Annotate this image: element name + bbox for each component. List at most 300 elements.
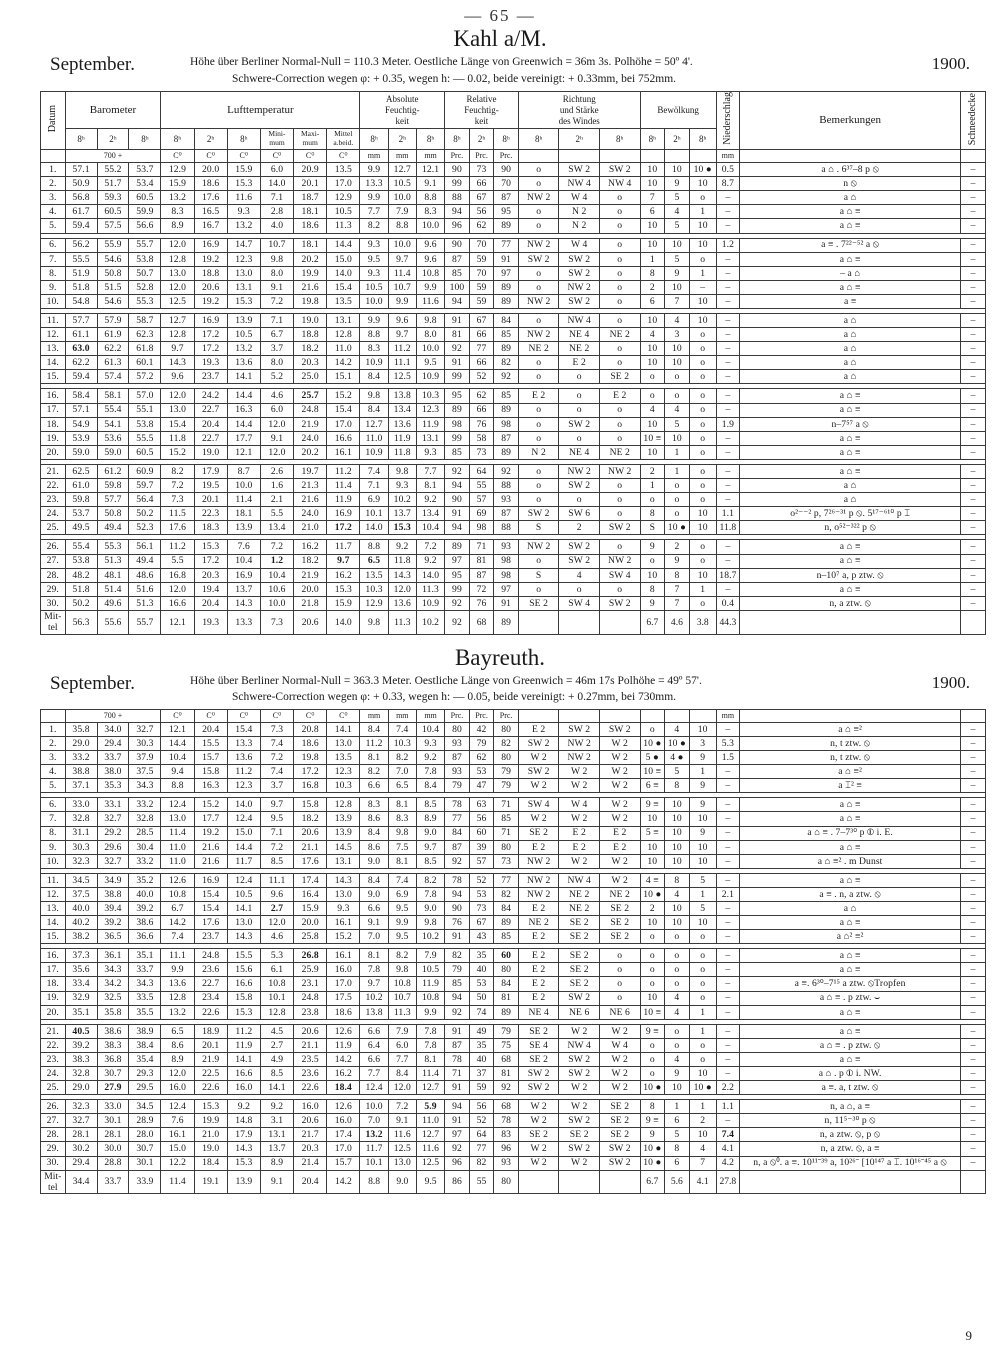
lufttemperatur-2: 13.2 bbox=[227, 342, 260, 356]
table-row bbox=[41, 1024, 986, 1038]
rel-feuchte-1: 77 bbox=[469, 1142, 494, 1156]
rel-feuchte-2: 83 bbox=[494, 1128, 519, 1142]
lufttemperatur-1: 15.2 bbox=[194, 798, 227, 812]
bewoelkung-2: 1 bbox=[689, 1100, 716, 1114]
abs-feuchte-1: 11.9 bbox=[388, 431, 416, 445]
wind-0: o bbox=[518, 266, 559, 280]
table-row bbox=[41, 991, 986, 1005]
lufttemperatur-0: 12.8 bbox=[161, 328, 194, 342]
wind-0: SW 4 bbox=[518, 798, 559, 812]
abs-feuchte-1: 9.8 bbox=[388, 826, 416, 840]
lufttemperatur-4: 15.8 bbox=[294, 798, 327, 812]
row-index: 26. bbox=[41, 1100, 66, 1114]
lufttemperatur-4: 21.9 bbox=[294, 568, 327, 582]
rel-feuchte-0: 88 bbox=[445, 191, 470, 205]
rel-feuchte-0: 92 bbox=[445, 342, 470, 356]
lufttemperatur-5: 11.0 bbox=[327, 342, 360, 356]
abs-feuchte-0: 8.6 bbox=[360, 840, 388, 854]
abs-feuchte-0: 8.1 bbox=[360, 751, 388, 765]
v3: C⁰ bbox=[227, 709, 260, 722]
schneedecke: – bbox=[961, 314, 986, 328]
rel-feuchte-1: 60 bbox=[469, 826, 494, 840]
lufttemperatur-3: 4.9 bbox=[260, 1052, 293, 1066]
row-index: 24. bbox=[41, 507, 66, 521]
u20 bbox=[740, 150, 961, 163]
rel-feuchte-1: 69 bbox=[469, 507, 494, 521]
barometer-2: 40.0 bbox=[129, 887, 161, 901]
lufttemperatur-4: 25.0 bbox=[294, 370, 327, 384]
wind-0: o bbox=[518, 205, 559, 219]
bewoelkung-1: o bbox=[665, 479, 690, 493]
bewoelkung-2: o bbox=[689, 930, 716, 944]
lufttemperatur-2: 15.3 bbox=[227, 177, 260, 191]
wind-1: W 4 bbox=[559, 798, 600, 812]
bewoelkung-1: o bbox=[665, 977, 690, 991]
barometer-0: 54.8 bbox=[65, 294, 97, 308]
abs-feuchte-1: 9.2 bbox=[388, 540, 416, 554]
wind-0: SW 2 bbox=[518, 252, 559, 266]
table-row bbox=[41, 403, 986, 417]
bewoelkung-0: 10 bbox=[640, 854, 665, 868]
abs-feuchte-2: 7.9 bbox=[416, 949, 444, 963]
lufttemperatur-4: 17.6 bbox=[294, 854, 327, 868]
bewoelkung-0: o bbox=[640, 963, 665, 977]
abs-feuchte-0: 8.6 bbox=[360, 812, 388, 826]
abs-feuchte-0: 13.5 bbox=[360, 568, 388, 582]
barometer-1: 34.3 bbox=[97, 963, 129, 977]
bewoelkung-0: 10 bbox=[640, 445, 665, 459]
row-index: 23. bbox=[41, 1052, 66, 1066]
schneedecke: – bbox=[961, 887, 986, 901]
barometer-2: 29.3 bbox=[129, 1067, 161, 1081]
wind-1: SW 2 bbox=[559, 1052, 600, 1066]
table-row bbox=[41, 294, 986, 308]
lufttemperatur-1: 15.7 bbox=[194, 751, 227, 765]
col-absolute-feuchtigkeit: Absolute Feuchtig- keit bbox=[360, 92, 445, 129]
lufttemperatur-4: 21.1 bbox=[294, 840, 327, 854]
mittel-rel-1: 68 bbox=[469, 610, 494, 634]
rel-feuchte-0: 92 bbox=[445, 596, 470, 610]
lufttemperatur-4: 21.3 bbox=[294, 479, 327, 493]
v8: mm bbox=[388, 709, 416, 722]
lufttemperatur-5: 11.9 bbox=[327, 493, 360, 507]
bew-8p: 8ʰ bbox=[689, 129, 716, 150]
table-row bbox=[41, 840, 986, 854]
u11: Prc. bbox=[469, 150, 494, 163]
schneedecke: – bbox=[961, 252, 986, 266]
barometer-1: 48.1 bbox=[97, 568, 129, 582]
mittel-bewoelkung-1: 5.6 bbox=[665, 1170, 690, 1194]
lufttemperatur-5: 9.7 bbox=[327, 554, 360, 568]
abs-feuchte-0: 11.0 bbox=[360, 431, 388, 445]
abs-feuchte-0: 6.5 bbox=[360, 554, 388, 568]
bemerkungen: a ⌂ . p ⦶ i. NW. bbox=[740, 1067, 961, 1081]
barometer-2: 62.3 bbox=[129, 328, 161, 342]
lufttemperatur-3: 2.8 bbox=[260, 205, 293, 219]
barometer-1: 32.7 bbox=[97, 854, 129, 868]
abs-feuchte-0: 11.2 bbox=[360, 736, 388, 750]
bemerkungen: a ⌂ ≡ bbox=[740, 280, 961, 294]
wind-1: SW 2 bbox=[559, 991, 600, 1005]
bewoelkung-1: 10 bbox=[665, 431, 690, 445]
lufttemperatur-0: 6.7 bbox=[161, 901, 194, 915]
abs-feuchte-1: 11.2 bbox=[388, 342, 416, 356]
bewoelkung-2: 10 bbox=[689, 568, 716, 582]
bemerkungen: a ≡ . n, a ztw. ⦸ bbox=[740, 887, 961, 901]
wind-1: SW 2 bbox=[559, 163, 600, 177]
abs-feuchte-0: 6.6 bbox=[360, 779, 388, 793]
bewoelkung-1: 5 bbox=[665, 219, 690, 233]
lufttemperatur-5: 13.1 bbox=[327, 314, 360, 328]
abs-feuchte-1: 9.7 bbox=[388, 328, 416, 342]
lufttemperatur-5: 17.0 bbox=[327, 1142, 360, 1156]
abs-feuchte-2: 12.7 bbox=[416, 1081, 444, 1095]
niederschlag: 1.9 bbox=[716, 417, 739, 431]
lufttemperatur-0: 13.2 bbox=[161, 191, 194, 205]
lufttemperatur-0: 12.8 bbox=[161, 991, 194, 1005]
lufttemperatur-4: 23.5 bbox=[294, 1052, 327, 1066]
barometer-0: 33.4 bbox=[65, 977, 97, 991]
lufttemperatur-5: 14.3 bbox=[327, 873, 360, 887]
lufttemperatur-0: 8.9 bbox=[161, 219, 194, 233]
mittel-rel-0: 92 bbox=[445, 610, 470, 634]
table-row bbox=[41, 554, 986, 568]
rel-feuchte-1: 40 bbox=[469, 963, 494, 977]
lufttemperatur-3: 10.4 bbox=[260, 568, 293, 582]
v17 bbox=[665, 709, 690, 722]
bewoelkung-2: 10 bbox=[689, 1067, 716, 1081]
wind-1: NE 4 bbox=[559, 445, 600, 459]
rel-feuchte-0: 78 bbox=[445, 1052, 470, 1066]
niederschlag: – bbox=[716, 873, 739, 887]
barometer-1: 54.1 bbox=[97, 417, 129, 431]
rel-feuchte-0: 98 bbox=[445, 417, 470, 431]
lufttemperatur-1: 20.4 bbox=[194, 722, 227, 736]
bemerkungen: a ⌂ ≡² . m Dunst bbox=[740, 854, 961, 868]
lufttemperatur-5: 17.5 bbox=[327, 991, 360, 1005]
row-index: 4. bbox=[41, 765, 66, 779]
barometer-1: 50.8 bbox=[97, 507, 129, 521]
rel-feuchte-1: 59 bbox=[469, 252, 494, 266]
wind-1: NW 2 bbox=[559, 751, 600, 765]
niederschlag: – bbox=[716, 219, 739, 233]
lufttemperatur-4: 17.2 bbox=[294, 765, 327, 779]
barometer-1: 57.9 bbox=[97, 314, 129, 328]
lufttemperatur-4: 15.9 bbox=[294, 901, 327, 915]
lufttemperatur-4: 21.7 bbox=[294, 1128, 327, 1142]
barometer-2: 39.2 bbox=[129, 901, 161, 915]
rel-feuchte-2: 81 bbox=[494, 1067, 519, 1081]
lufttemperatur-1: 17.2 bbox=[194, 328, 227, 342]
lufttemperatur-5: 15.3 bbox=[327, 582, 360, 596]
rel-feuchte-0: 94 bbox=[445, 294, 470, 308]
lufttemperatur-5: 15.2 bbox=[327, 930, 360, 944]
lufttemperatur-5: 11.7 bbox=[327, 540, 360, 554]
lufttemperatur-5: 13.5 bbox=[327, 751, 360, 765]
barometer-2: 60.9 bbox=[129, 464, 161, 478]
lufttemperatur-1: 17.2 bbox=[194, 342, 227, 356]
lufttemperatur-4: 20.8 bbox=[294, 722, 327, 736]
wind-2: o bbox=[599, 238, 640, 252]
niederschlag: – bbox=[716, 949, 739, 963]
bewoelkung-0: o bbox=[640, 493, 665, 507]
rel-feuchte-2: 89 bbox=[494, 280, 519, 294]
row-index: 11. bbox=[41, 873, 66, 887]
wind-0: NW 2 bbox=[518, 294, 559, 308]
abs-feuchte-1: 9.6 bbox=[388, 314, 416, 328]
temp-max: Maxi- mum bbox=[294, 129, 327, 150]
lufttemperatur-3: 14.1 bbox=[260, 1081, 293, 1095]
abs-feuchte-2: 11.6 bbox=[416, 1142, 444, 1156]
barometer-0: 40.2 bbox=[65, 916, 97, 930]
barometer-1: 61.9 bbox=[97, 328, 129, 342]
schneedecke: – bbox=[961, 493, 986, 507]
barometer-2: 53.8 bbox=[129, 252, 161, 266]
rel-feuchte-2: 96 bbox=[494, 1142, 519, 1156]
niederschlag: 1.1 bbox=[716, 1100, 739, 1114]
rel-feuchte-1: 62 bbox=[469, 389, 494, 403]
bewoelkung-1: 5 bbox=[665, 252, 690, 266]
col-barometer: Barometer bbox=[65, 92, 161, 129]
lufttemperatur-3: 12.0 bbox=[260, 417, 293, 431]
lufttemperatur-5: 16.6 bbox=[327, 431, 360, 445]
wind-2p: 2ʰ bbox=[559, 129, 600, 150]
bewoelkung-0: 7 bbox=[640, 191, 665, 205]
mittel-row bbox=[41, 610, 986, 634]
wind-1: W 2 bbox=[559, 1081, 600, 1095]
barometer-0: 37.1 bbox=[65, 779, 97, 793]
bewoelkung-2: o bbox=[689, 949, 716, 963]
row-index: 14. bbox=[41, 356, 66, 370]
abs-feuchte-0: 9.7 bbox=[360, 977, 388, 991]
rel-feuchte-2: 82 bbox=[494, 887, 519, 901]
lufttemperatur-5: 15.9 bbox=[327, 596, 360, 610]
table-row bbox=[41, 219, 986, 233]
lufttemperatur-2: 11.7 bbox=[227, 854, 260, 868]
barometer-1: 55.3 bbox=[97, 540, 129, 554]
bewoelkung-1: 10 bbox=[665, 163, 690, 177]
table-row bbox=[41, 779, 986, 793]
rel-feuchte-2: 85 bbox=[494, 812, 519, 826]
mittel-abs-2: 10.2 bbox=[416, 610, 444, 634]
wind-2: E 2 bbox=[599, 389, 640, 403]
barometer-2: 35.4 bbox=[129, 1052, 161, 1066]
lufttemperatur-2: 14.0 bbox=[227, 798, 260, 812]
row-index: 20. bbox=[41, 445, 66, 459]
lufttemperatur-5: 15.4 bbox=[327, 280, 360, 294]
bewoelkung-0: 10 bbox=[640, 991, 665, 1005]
abs-feuchte-1: 13.6 bbox=[388, 596, 416, 610]
lufttemperatur-5: 16.0 bbox=[327, 963, 360, 977]
rel-feuchte-0: 91 bbox=[445, 1024, 470, 1038]
lufttemperatur-0: 13.0 bbox=[161, 403, 194, 417]
bewoelkung-2: 10 bbox=[689, 840, 716, 854]
niederschlag: – bbox=[716, 540, 739, 554]
wind-1: SE 2 bbox=[559, 977, 600, 991]
wind-1: W 2 bbox=[559, 765, 600, 779]
bewoelkung-0: 10 bbox=[640, 163, 665, 177]
wind-0: NW 2 bbox=[518, 873, 559, 887]
lufttemperatur-4: 22.6 bbox=[294, 1081, 327, 1095]
bewoelkung-0: o bbox=[640, 389, 665, 403]
abs-feuchte-2: 8.3 bbox=[416, 205, 444, 219]
rel-feuchte-0: 89 bbox=[445, 403, 470, 417]
rel-feuchte-1: 35 bbox=[469, 1038, 494, 1052]
bewoelkung-0: 4 bbox=[640, 403, 665, 417]
wind-2: o bbox=[599, 949, 640, 963]
lufttemperatur-5: 13.9 bbox=[327, 812, 360, 826]
table-row bbox=[41, 314, 986, 328]
bemerkungen: a ⌂ bbox=[740, 356, 961, 370]
wind-2: W 2 bbox=[599, 765, 640, 779]
barometer-0: 51.9 bbox=[65, 266, 97, 280]
barometer-0: 40.0 bbox=[65, 901, 97, 915]
rel-feuchte-0: 99 bbox=[445, 177, 470, 191]
bewoelkung-0: 8 bbox=[640, 582, 665, 596]
bewoelkung-1: 4 ● bbox=[665, 751, 690, 765]
barometer-1: 29.6 bbox=[97, 840, 129, 854]
unit2-barometer: 700 + bbox=[65, 709, 161, 722]
rel-feuchte-2: 78 bbox=[494, 1114, 519, 1128]
barometer-0: 58.4 bbox=[65, 389, 97, 403]
abs-feuchte-1: 10.2 bbox=[388, 493, 416, 507]
lufttemperatur-5: 12.6 bbox=[327, 1100, 360, 1114]
rel-feuchte-1: 64 bbox=[469, 1128, 494, 1142]
abs-feuchte-0: 10.1 bbox=[360, 1156, 388, 1170]
rel-feuchte-2: 81 bbox=[494, 991, 519, 1005]
lufttemperatur-1: 18.4 bbox=[194, 1156, 227, 1170]
rel-feuchte-2: 84 bbox=[494, 314, 519, 328]
lufttemperatur-0: 12.4 bbox=[161, 1100, 194, 1114]
niederschlag: – bbox=[716, 854, 739, 868]
wind-1: SW 2 bbox=[559, 294, 600, 308]
bewoelkung-2: 10 bbox=[689, 812, 716, 826]
lufttemperatur-3: 9.2 bbox=[260, 1100, 293, 1114]
lufttemperatur-5: 17.4 bbox=[327, 1128, 360, 1142]
table-row bbox=[41, 1005, 986, 1019]
table-row bbox=[41, 568, 986, 582]
lufttemperatur-3: 4.6 bbox=[260, 389, 293, 403]
rel-feuchte-2: 95 bbox=[494, 205, 519, 219]
mittel-bewoelkung-0: 6.7 bbox=[640, 1170, 665, 1194]
lufttemperatur-3: 4.5 bbox=[260, 1024, 293, 1038]
lufttemperatur-5: 12.9 bbox=[327, 191, 360, 205]
table-row bbox=[41, 238, 986, 252]
barometer-1: 30.1 bbox=[97, 1114, 129, 1128]
wind-2: W 2 bbox=[599, 779, 640, 793]
lufttemperatur-3: 10.1 bbox=[260, 991, 293, 1005]
bemerkungen: a ⌂ ≡ bbox=[740, 389, 961, 403]
bewoelkung-1: 10 bbox=[665, 280, 690, 294]
lufttemperatur-3: 7.2 bbox=[260, 540, 293, 554]
lufttemperatur-5: 16.0 bbox=[327, 1114, 360, 1128]
wind-2: SE 2 bbox=[599, 1128, 640, 1142]
wind-0: o bbox=[518, 280, 559, 294]
abs-feuchte-1: 11.1 bbox=[388, 356, 416, 370]
lufttemperatur-5: 15.7 bbox=[327, 1156, 360, 1170]
wind-2: o bbox=[599, 219, 640, 233]
wind-2: E 2 bbox=[599, 826, 640, 840]
wind-0: o bbox=[518, 431, 559, 445]
abs-feuchte-0: 9.9 bbox=[360, 191, 388, 205]
bewoelkung-0: 10 bbox=[640, 568, 665, 582]
mittel-wind-1 bbox=[559, 610, 600, 634]
bemerkungen: n, t ztw. ⦸ bbox=[740, 751, 961, 765]
abs-feuchte-2: 5.9 bbox=[416, 1100, 444, 1114]
barometer-2: 29.5 bbox=[129, 1081, 161, 1095]
bewoelkung-1: 10 bbox=[665, 826, 690, 840]
lufttemperatur-4: 20.2 bbox=[294, 252, 327, 266]
bewoelkung-0: 10 ● bbox=[640, 1081, 665, 1095]
row-index: 11. bbox=[41, 314, 66, 328]
bemerkungen: a ⌂ . 6³⁷–8 p ⦸ bbox=[740, 163, 961, 177]
lufttemperatur-4: 21.1 bbox=[294, 1038, 327, 1052]
u8: mm bbox=[388, 150, 416, 163]
barometer-0: 57.7 bbox=[65, 314, 97, 328]
bemerkungen: a ⌂ ≡ . 7–7³⁰ p ⦶ i. E. bbox=[740, 826, 961, 840]
wind-2: o bbox=[599, 252, 640, 266]
abs-feuchte-1: 8.1 bbox=[388, 798, 416, 812]
abs-feuchte-0: 8.2 bbox=[360, 765, 388, 779]
lufttemperatur-2: 14.8 bbox=[227, 1114, 260, 1128]
niederschlag: – bbox=[716, 493, 739, 507]
barometer-2: 56.1 bbox=[129, 540, 161, 554]
rel-feuchte-1: 70 bbox=[469, 266, 494, 280]
u16 bbox=[640, 150, 665, 163]
table-row bbox=[41, 887, 986, 901]
mittel-row bbox=[41, 1170, 986, 1194]
bewoelkung-2: o bbox=[689, 464, 716, 478]
rel-feuchte-0: 79 bbox=[445, 963, 470, 977]
lufttemperatur-0: 9.7 bbox=[161, 342, 194, 356]
wind-2: W 2 bbox=[599, 1067, 640, 1081]
barometer-0: 62.2 bbox=[65, 356, 97, 370]
abs-feuchte-1: 9.1 bbox=[388, 1114, 416, 1128]
row-index: 7. bbox=[41, 812, 66, 826]
bemerkungen: a ⌂ bbox=[740, 314, 961, 328]
barometer-0: 29.0 bbox=[65, 736, 97, 750]
lufttemperatur-1: 22.7 bbox=[194, 403, 227, 417]
abs-feuchte-2: 8.5 bbox=[416, 854, 444, 868]
lufttemperatur-1: 16.3 bbox=[194, 779, 227, 793]
mittel-rel-1: 55 bbox=[469, 1170, 494, 1194]
wind-1: SW 2 bbox=[559, 554, 600, 568]
rel-feuchte-2: 97 bbox=[494, 266, 519, 280]
barometer-0: 59.4 bbox=[65, 219, 97, 233]
bewoelkung-0: o bbox=[640, 370, 665, 384]
rel-feuchte-2: 89 bbox=[494, 916, 519, 930]
abs-feuchte-0: 6.6 bbox=[360, 901, 388, 915]
lufttemperatur-2: 15.6 bbox=[227, 963, 260, 977]
bewoelkung-1: 4 bbox=[665, 403, 690, 417]
mittel-lufttemperatur-1: 19.3 bbox=[194, 610, 227, 634]
v6: C⁰ bbox=[327, 709, 360, 722]
barometer-1: 51.7 bbox=[97, 177, 129, 191]
abs-feuchte-0: 10.5 bbox=[360, 280, 388, 294]
bewoelkung-0: o bbox=[640, 977, 665, 991]
lufttemperatur-0: 12.0 bbox=[161, 280, 194, 294]
wind-1: W 2 bbox=[559, 1156, 600, 1170]
barometer-2: 60.5 bbox=[129, 191, 161, 205]
mittel-wind-2 bbox=[599, 1170, 640, 1194]
rel-feuchte-0: 99 bbox=[445, 370, 470, 384]
v2: C⁰ bbox=[194, 709, 227, 722]
wind-0: SE 2 bbox=[518, 1128, 559, 1142]
abs-feuchte-2: 9.0 bbox=[416, 901, 444, 915]
barometer-2: 59.9 bbox=[129, 205, 161, 219]
table-row bbox=[41, 1156, 986, 1170]
rel-feuchte-1: 62 bbox=[469, 751, 494, 765]
